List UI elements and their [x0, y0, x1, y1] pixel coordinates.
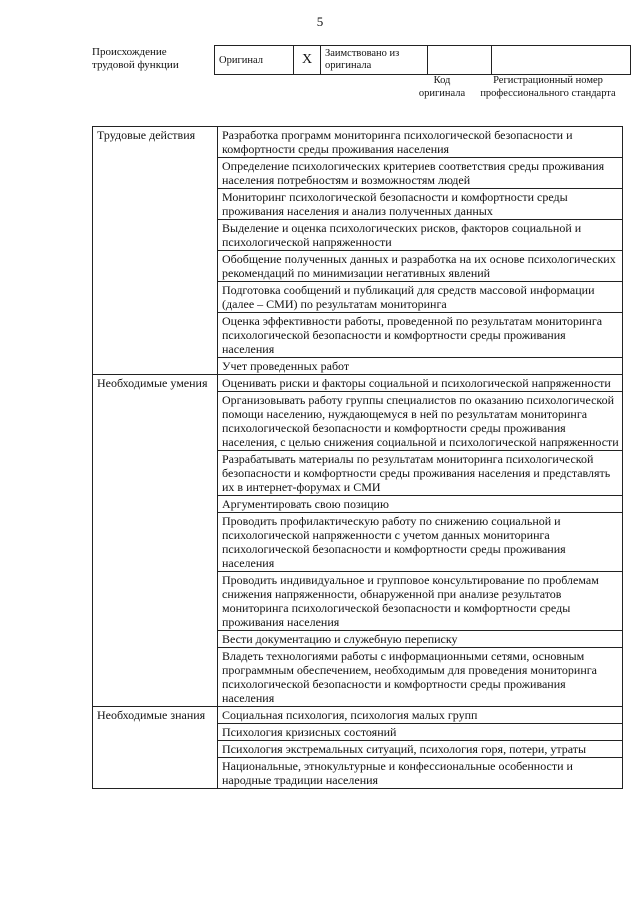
list-item: Выделение и оценка психологических рисков, факторов социальной и психологической напряженности	[218, 220, 623, 251]
original-mark: X	[294, 46, 321, 75]
origin-table	[214, 45, 631, 75]
list-item: Разрабатывать материалы по результатам мониторинга психологической безопасности и комфортности среды проживания населения и представлять их в интернет-форумах и СМИ	[218, 451, 623, 496]
original-label: Оригинал	[215, 46, 294, 75]
page-number: 5	[316, 14, 324, 29]
list-item: Организовывать работу группы специалистов по оказанию психологической помощи населению, нуждающемуся в ней по результатам мониторинга психологической безопасности и комфортности среды проживания населения, с целью снижения социальной и психологической напряженности	[218, 392, 623, 451]
list-item: Учет проведенных работ	[218, 358, 623, 375]
list-item: Проводить профилактическую работу по снижению социальной и психологической напряженности с учетом данных мониторинга психологической безопасности и комфортности среды проживания населения	[218, 513, 623, 572]
origin-label: Происхождение трудовой функции	[92, 46, 179, 71]
list-item: Оценивать риски и факторы социальной и психологической напряженности	[218, 375, 623, 392]
list-item: Мониторинг психологической безопасности и комфортности среды проживания населения и анализ полученных данных	[218, 189, 623, 220]
list-item: Владеть технологиями работы с информационными сетями, основным программным обеспечением, необходимым для проведения мониторинга психологической безопасности и комфортности среды проживания населения	[218, 648, 623, 707]
list-item: Аргументировать свою позицию	[218, 496, 623, 513]
list-item: Подготовка сообщений и публикаций для средств массовой информации (далее – СМИ) по результатам мониторинга	[218, 282, 623, 313]
function-table	[92, 126, 623, 789]
table-row	[93, 375, 623, 392]
list-item: Разработка программ мониторинга психологической безопасности и комфортности среды проживания населения	[218, 127, 623, 158]
borrowed-label: Заимствовано из оригинала	[321, 46, 428, 75]
section-title: Необходимые знания	[93, 707, 218, 789]
list-item: Социальная психология, психология малых групп	[218, 707, 623, 724]
list-item: Оценка эффективности работы, проведенной по результатам мониторинга психологической безопасности и комфортности среды проживания населения	[218, 313, 623, 358]
table-row	[93, 707, 623, 724]
code-cell	[428, 46, 492, 75]
list-item: Национальные, этнокультурные и конфессиональные особенности и народные традиции населения	[218, 758, 623, 789]
section-title: Необходимые умения	[93, 375, 218, 707]
reg-caption: Регистрационный номер профессионального стандарта	[480, 75, 616, 99]
list-item: Вести документацию и служебную переписку	[218, 631, 623, 648]
list-item: Психология экстремальных ситуаций, психология горя, потери, утраты	[218, 741, 623, 758]
table-row	[93, 127, 623, 158]
reg-number-cell	[492, 46, 631, 75]
section-title: Трудовые действия	[93, 127, 218, 375]
list-item: Психология кризисных состояний	[218, 724, 623, 741]
list-item: Определение психологических критериев соответствия среды проживания населения потребностям и возможностям людей	[218, 158, 623, 189]
list-item: Обобщение полученных данных и разработка на их основе психологических рекомендаций по минимизации негативных явлений	[218, 251, 623, 282]
code-caption: Код оригинала	[418, 75, 466, 99]
list-item: Проводить индивидуальное и групповое консультирование по проблемам снижения напряженности, обнаруженной при анализе результатов мониторинга психологической безопасности и комфортности среды проживания населения	[218, 572, 623, 631]
